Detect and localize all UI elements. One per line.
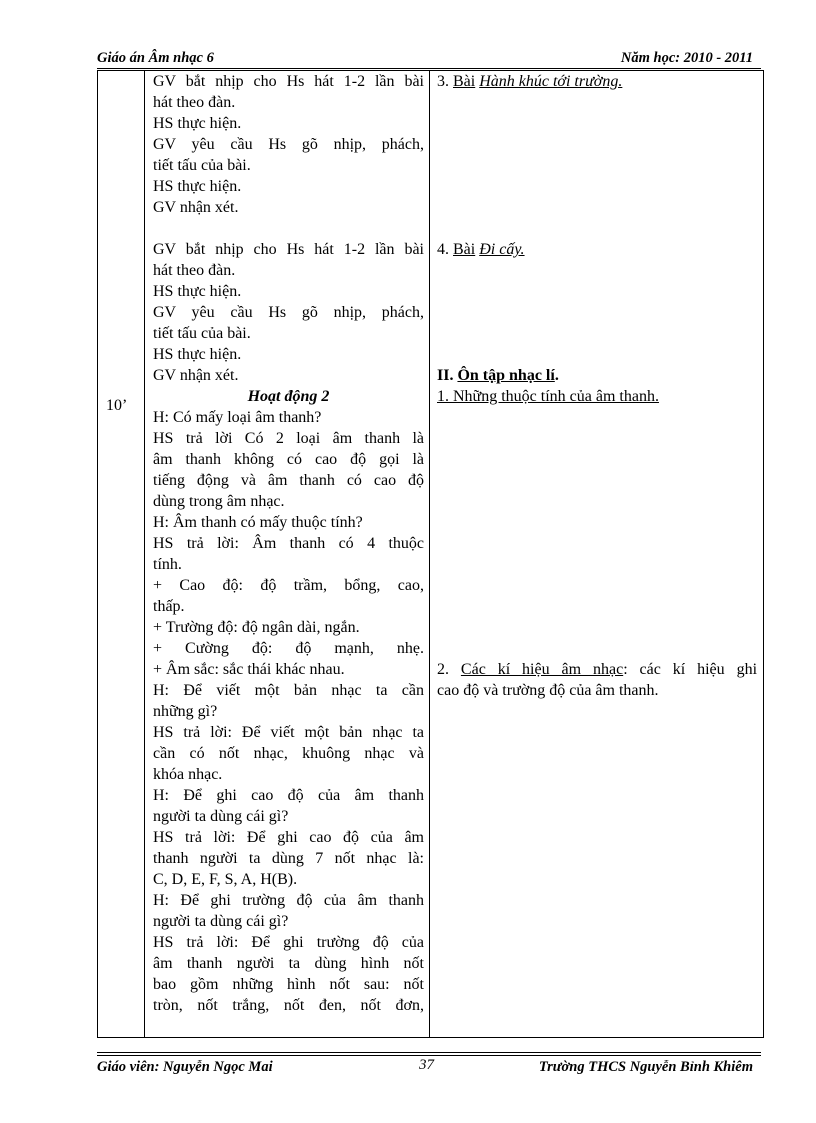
activity-line: tính. <box>153 556 182 573</box>
activity-block-3 <box>153 407 424 1016</box>
item-word: Bài <box>453 241 476 258</box>
footer-rule <box>97 1055 761 1056</box>
activity-line: bao gồm những hình nốt sau: nốt <box>153 976 424 993</box>
activity-line: tròn, nốt trắng, nốt đen, nốt đơn, <box>153 997 424 1014</box>
activity-line: khóa nhạc. <box>153 766 223 783</box>
activity-line: cần có nốt nhạc, khuông nhạc và <box>153 745 424 762</box>
activity-line: HS thực hiện. <box>153 115 242 132</box>
activity-line: GV yêu cầu Hs gõ nhịp, phách, <box>153 136 424 153</box>
activity-line: hát theo đàn. <box>153 94 236 111</box>
header-subject: Giáo án Âm nhạc 6 <box>97 50 214 66</box>
activity-line: HS trả lời Có 2 loại âm thanh là <box>153 430 424 447</box>
section-heading <box>437 365 757 386</box>
activity-line: H: Có mấy loại âm thanh? <box>153 409 322 426</box>
subsection-text: : các kí hiệu ghi <box>623 661 758 678</box>
spacer <box>437 260 757 365</box>
footer-teacher: Giáo viên: Nguyễn Ngọc Mai <box>97 1059 273 1075</box>
page-header <box>97 48 761 68</box>
subsection-title: Các kí hiệu âm nhạc <box>460 661 624 678</box>
activity-line: tiếng động và âm thanh có cao độ <box>153 472 424 489</box>
page-number: 37 <box>419 1057 434 1073</box>
activity-column <box>153 71 424 1016</box>
activity-heading: Hoạt động 2 <box>247 388 330 405</box>
activity-line: tiết tấu của bài. <box>153 325 251 342</box>
song-title: Hành khúc tới trường. <box>479 73 623 90</box>
subsection-2-line-2: cao độ và trường độ của âm thanh. <box>437 682 659 699</box>
song-title: Đi cấy. <box>479 241 525 258</box>
item-number: 4. <box>437 241 453 258</box>
activity-line: GV bắt nhịp cho Hs hát 1-2 lần bài <box>153 73 424 90</box>
subsection-1: 1. Những thuộc tính của âm thanh. <box>437 388 659 405</box>
activity-line: GV bắt nhịp cho Hs hát 1-2 lần bài <box>153 241 424 258</box>
item-word: Bài <box>453 73 476 90</box>
item-number: 2. <box>437 661 461 678</box>
spacer <box>437 407 757 659</box>
activity-line: H: Để viết một bản nhạc ta cần <box>153 682 424 699</box>
activity-line: người ta dùng cái gì? <box>153 808 289 825</box>
activity-line: H: Âm thanh có mấy thuộc tính? <box>153 514 363 531</box>
activity-block-2 <box>153 239 424 386</box>
footer-rule <box>97 1052 761 1053</box>
activity-line: thấp. <box>153 598 185 615</box>
activity-line: âm thanh người ta dùng hình nốt <box>153 955 424 972</box>
section-dot: . <box>554 367 559 384</box>
activity-line: tiết tấu của bài. <box>153 157 251 174</box>
content-item-3 <box>437 71 757 92</box>
time-label: 10’ <box>106 397 128 414</box>
activity-line: người ta dùng cái gì? <box>153 913 289 930</box>
content-item-4 <box>437 239 757 260</box>
activity-line: H: Để ghi cao độ của âm thanh <box>153 787 424 804</box>
activity-line: HS trả lời: Để viết một bản nhạc ta <box>153 724 424 741</box>
column-divider-2 <box>429 71 430 1037</box>
activity-line: GV nhận xét. <box>153 199 239 216</box>
page-footer <box>97 1057 761 1077</box>
activity-line: HS thực hiện. <box>153 178 242 195</box>
activity-line: + Cao độ: độ trầm, bổng, cao, <box>153 577 424 594</box>
activity-line: dùng trong âm nhạc. <box>153 493 285 510</box>
activity-line: H: Để ghi trường độ của âm thanh <box>153 892 424 909</box>
activity-line: + Âm sắc: sắc thái khác nhau. <box>153 661 345 678</box>
header-school-year: Năm học: 2010 - 2011 <box>620 50 753 66</box>
activity-line: thanh người ta dùng 7 nốt nhạc là: <box>153 850 424 867</box>
activity-line: GV yêu cầu Hs gõ nhịp, phách, <box>153 304 424 321</box>
activity-line: HS thực hiện. <box>153 346 242 363</box>
activity-line: + Trường độ: độ ngân dài, ngắn. <box>153 619 360 636</box>
activity-line: C, D, E, F, S, A, H(B). <box>153 871 298 888</box>
activity-line: HS thực hiện. <box>153 283 242 300</box>
lesson-table <box>97 70 764 1038</box>
activity-line: GV nhận xét. <box>153 367 239 384</box>
section-title: Ôn tập nhạc lí <box>457 367 555 384</box>
subsection-2-line-1 <box>437 659 757 680</box>
activity-block-1 <box>153 71 424 218</box>
content-column <box>437 71 757 701</box>
spacer <box>153 218 424 239</box>
activity-line: âm thanh không có cao độ gọi là <box>153 451 424 468</box>
activity-line: HS trả lời: Để ghi cao độ của âm <box>153 829 424 846</box>
footer-school: Trường THCS Nguyễn Bỉnh Khiêm <box>538 1059 753 1075</box>
spacer <box>437 92 757 239</box>
section-number: II. <box>437 367 458 384</box>
activity-line: hát theo đàn. <box>153 262 236 279</box>
column-divider-1 <box>144 71 145 1037</box>
activity-line: những gì? <box>153 703 218 720</box>
activity-line: HS trả lời: Để ghi trường độ của <box>153 934 424 951</box>
activity-line: HS trả lời: Âm thanh có 4 thuộc <box>153 535 424 552</box>
item-number: 3. <box>437 73 453 90</box>
header-rule <box>97 68 761 69</box>
activity-line: + Cường độ: độ mạnh, nhẹ. <box>153 640 424 657</box>
